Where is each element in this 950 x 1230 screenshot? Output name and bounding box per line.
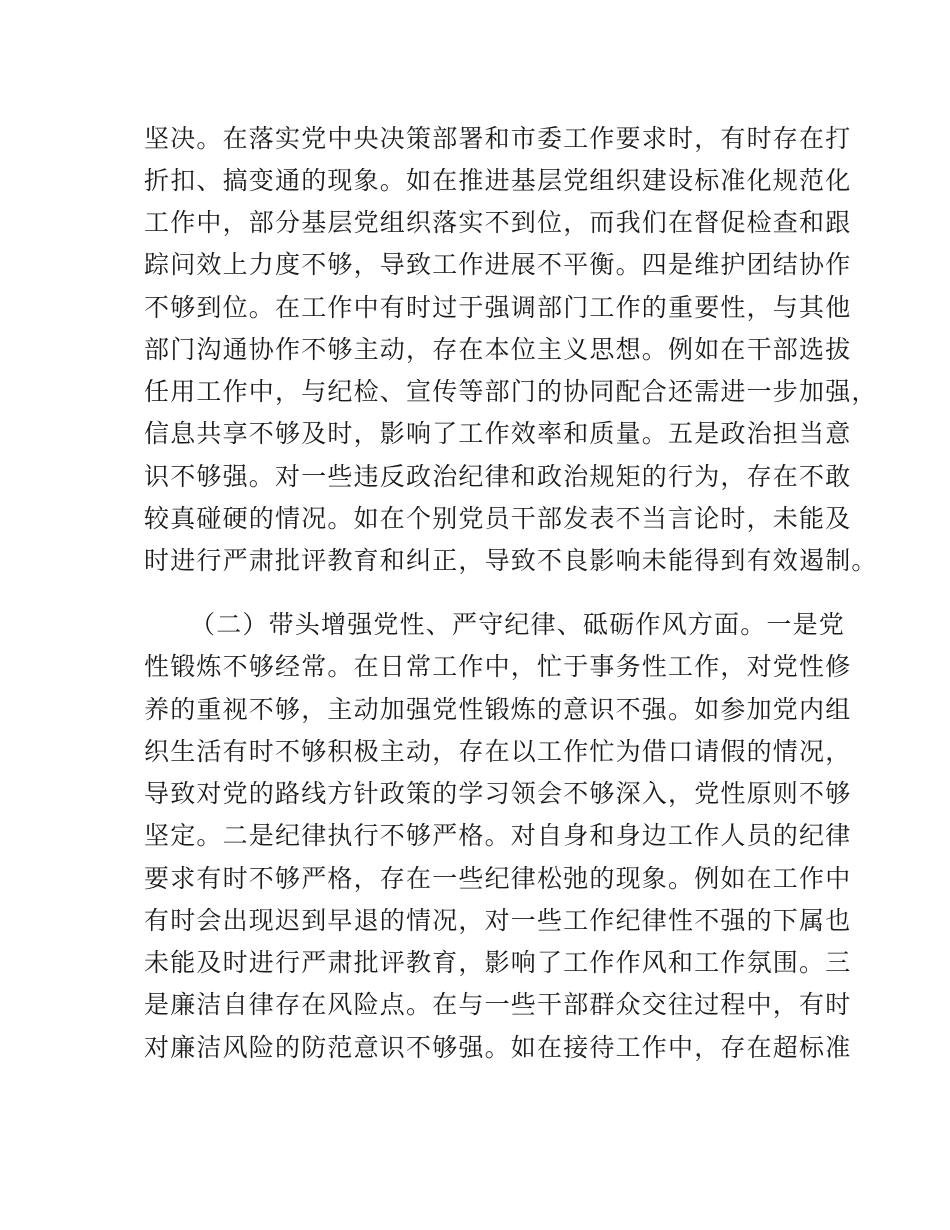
- text-line: 有时会出现迟到早退的情况，对一些工作纪律性不强的下属也: [144, 906, 852, 935]
- text-line: 对廉洁风险的防范意识不够强。如在接待工作中，存在超标准: [144, 1033, 852, 1062]
- text-line: 识不够强。对一些违反政治纪律和政治规矩的行为，存在不敢: [144, 462, 852, 491]
- text-line: 工作中，部分基层党组织落实不到位，而我们在督促检查和跟: [144, 208, 852, 237]
- text-line: 较真碰硬的情况。如在个别党员干部发表不当言论时，未能及: [144, 504, 852, 533]
- text-line: 踪问效上力度不够，导致工作进展不平衡。四是维护团结协作: [144, 250, 852, 279]
- text-line: 织生活有时不够积极主动，存在以工作忙为借口请假的情况，: [144, 737, 852, 766]
- text-line: 折扣、搞变通的现象。如在推进基层党组织建设标准化规范化: [144, 166, 852, 195]
- text-line: 未能及时进行严肃批评教育，影响了工作作风和工作氛围。三: [144, 948, 852, 977]
- text-line: 导致对党的路线方针政策的学习领会不够深入，党性原则不够: [144, 779, 852, 808]
- text-line: 不够到位。在工作中有时过于强调部门工作的重要性，与其他: [144, 293, 852, 322]
- text-line: 坚定。二是纪律执行不够严格。对自身和身边工作人员的纪律: [144, 821, 852, 850]
- text-line: 部门沟通协作不够主动，存在本位主义思想。例如在干部选拔: [144, 335, 852, 364]
- text-line: 信息共享不够及时，影响了工作效率和质量。五是政治担当意: [144, 419, 852, 448]
- text-line: 性锻炼不够经常。在日常工作中，忙于事务性工作，对党性修: [144, 652, 852, 681]
- text-line: 任用工作中，与纪检、宣传等部门的协同配合还需进一步加强，: [144, 377, 878, 406]
- text-line: 养的重视不够，主动加强党性锻炼的意识不强。如参加党内组: [144, 695, 852, 724]
- text-line: 坚决。在落实党中央决策部署和市委工作要求时，有时存在打: [144, 124, 852, 153]
- text-line: 是廉洁自律存在风险点。在与一些干部群众交往过程中，有时: [144, 990, 852, 1019]
- text-line: 时进行严肃批评教育和纠正，导致不良影响未能得到有效遏制。: [144, 546, 878, 575]
- text-line: 要求有时不够严格，存在一些纪律松弛的现象。例如在工作中: [144, 864, 852, 893]
- section-heading-line: （二）带头增强党性、严守纪律、砥砺作风方面。一是党: [190, 610, 846, 639]
